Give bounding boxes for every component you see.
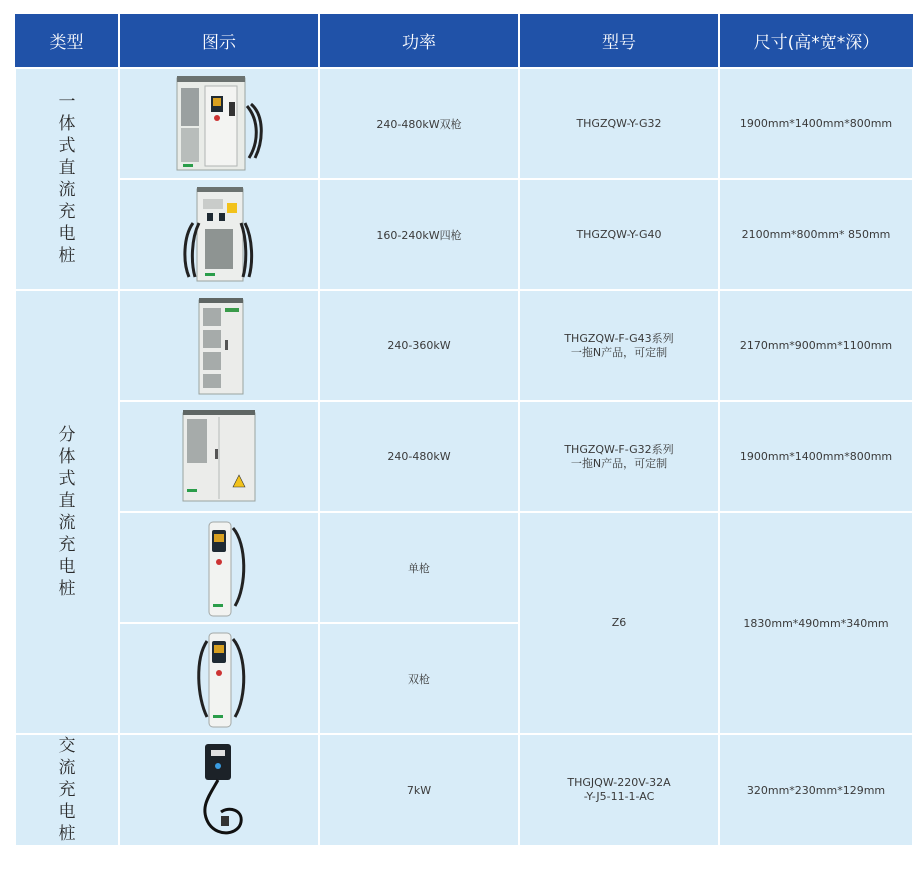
header-image: 图示 — [119, 14, 319, 68]
header-model: 型号 — [519, 14, 719, 68]
model-text: Z6 — [611, 616, 627, 629]
header-type: 类型 — [15, 14, 119, 68]
single-gun-terminal-icon — [169, 516, 269, 620]
type-cell-integrated-dc — [15, 68, 119, 290]
image-cell — [119, 68, 319, 179]
header-power: 功率 — [319, 14, 519, 68]
spec-table-wrapper — [14, 14, 912, 847]
dual-gun-terminal-icon — [169, 627, 269, 731]
table-header-row — [15, 14, 913, 68]
model-cell — [519, 512, 719, 734]
power-cabinet-tall-icon — [169, 294, 269, 398]
model-cell — [519, 179, 719, 290]
quad-gun-dc-charger-cabinet-icon — [169, 183, 269, 287]
image-cell — [119, 179, 319, 290]
type-label: 分体式直流充电桩 — [58, 425, 76, 599]
power-cell: 240-480kW — [319, 401, 519, 512]
power-cell: 160-240kW四枪 — [319, 179, 519, 290]
table-row — [15, 290, 913, 401]
table-row — [15, 512, 913, 623]
model-cell — [519, 68, 719, 179]
image-cell — [119, 734, 319, 846]
image-cell — [119, 290, 319, 401]
model-text: THGZQW-Y-G40 — [576, 227, 662, 241]
image-cell — [119, 623, 319, 734]
power-cell: 240-360kW — [319, 290, 519, 401]
header-size: 尺寸(高*宽*深） — [719, 14, 913, 68]
power-cell: 单枪 — [319, 512, 519, 623]
type-label: 一体式直流充电桩 — [58, 92, 76, 266]
table-row — [15, 68, 913, 179]
size-cell: 1900mm*1400mm*800mm — [719, 68, 913, 179]
wall-ac-charger-icon — [169, 738, 269, 842]
power-cell: 240-480kW双枪 — [319, 68, 519, 179]
type-cell-ac — [15, 734, 119, 846]
model-cell — [519, 734, 719, 846]
image-cell — [119, 512, 319, 623]
model-text-line2: -Y-J5-11-1-AC — [583, 790, 655, 803]
table-row — [15, 401, 913, 512]
model-note: 一拖N产品，可定制 — [570, 345, 668, 359]
type-cell-split-dc — [15, 290, 119, 734]
model-note: 一拖N产品，可定制 — [570, 456, 668, 470]
power-cell: 7kW — [319, 734, 519, 846]
type-label: 交流充电桩 — [58, 736, 76, 844]
size-cell: 1830mm*490mm*340mm — [719, 512, 913, 734]
size-cell: 2170mm*900mm*1100mm — [719, 290, 913, 401]
table-row — [15, 734, 913, 846]
model-text: THGZQW-F-G32系列 — [564, 442, 674, 456]
table-row — [15, 179, 913, 290]
image-cell — [119, 401, 319, 512]
size-cell: 2100mm*800mm* 850mm — [719, 179, 913, 290]
model-text: THGZQW-F-G43系列 — [564, 331, 674, 345]
size-cell: 1900mm*1400mm*800mm — [719, 401, 913, 512]
charger-spec-table — [14, 14, 914, 847]
model-text: THGZQW-Y-G32 — [576, 116, 662, 130]
size-cell: 320mm*230mm*129mm — [719, 734, 913, 846]
dual-gun-dc-charger-cabinet-icon — [169, 72, 269, 176]
model-text: THGJQW-220V-32A — [567, 776, 671, 789]
power-cabinet-wide-icon — [169, 405, 269, 509]
power-cell: 双枪 — [319, 623, 519, 734]
model-cell — [519, 290, 719, 401]
model-cell — [519, 401, 719, 512]
